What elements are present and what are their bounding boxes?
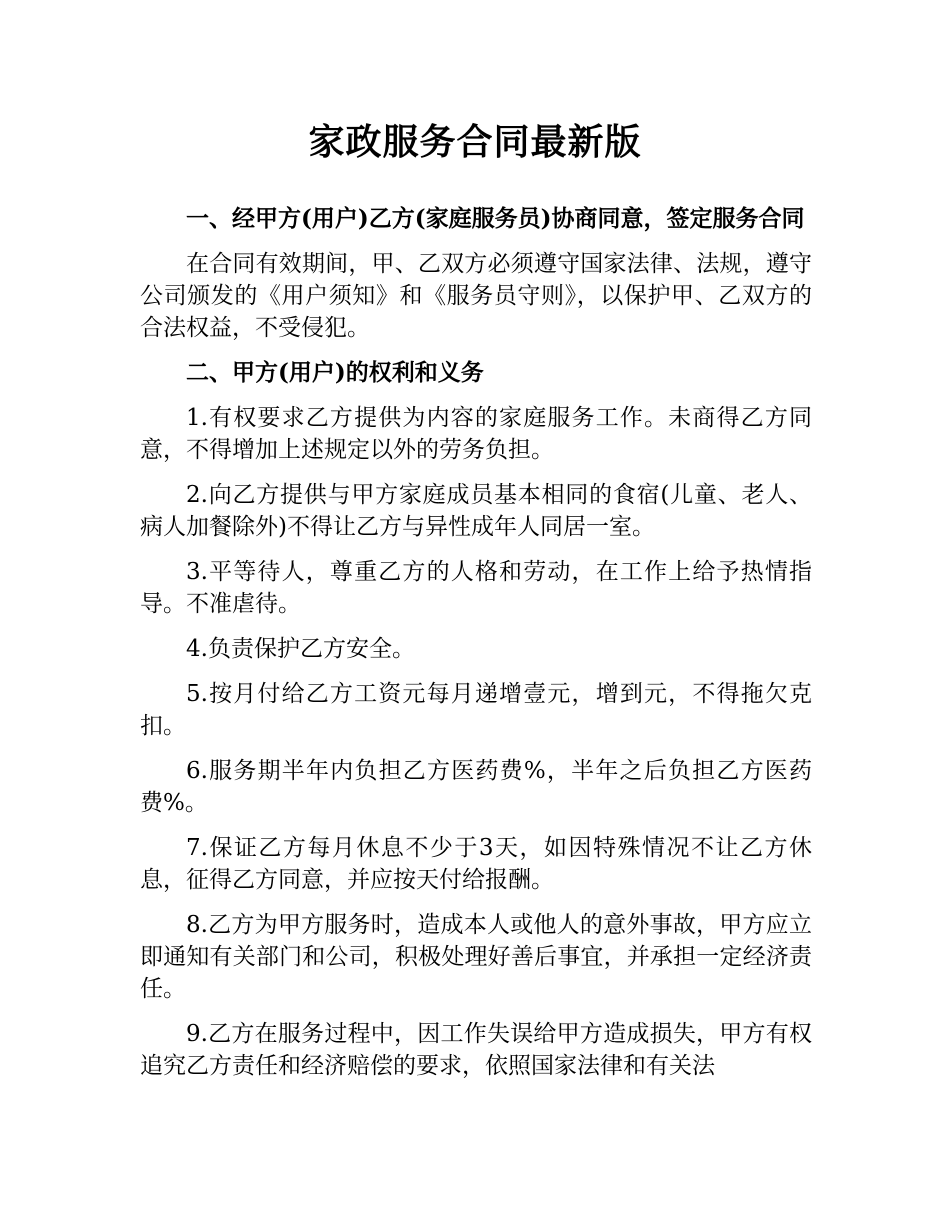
- clause-2: 2.向乙方提供与甲方家庭成员基本相同的食宿(儿童、老人、病人加餐除外)不得让乙方与异性成年人同居一室。: [140, 482, 812, 540]
- clause-7: 7.保证乙方每月休息不少于3天，如因特殊情况不让乙方休息，征得乙方同意，并应按天付给报酬。: [140, 835, 812, 893]
- clause-3: 3.平等待人，尊重乙方的人格和劳动，在工作上给予热情指导。不准虐待。: [140, 559, 812, 617]
- clause-8: 8.乙方为甲方服务时，造成本人或他人的意外事故，甲方应立即通知有关部门和公司，积极处理好善后事宜，并承担一定经济责任。: [140, 912, 812, 1002]
- clause-6: 6.服务期半年内负担乙方医药费%，半年之后负担乙方医药费%。: [140, 758, 812, 816]
- document-body: [140, 203, 812, 1082]
- section-heading-2: 二、甲方(用户)的权利和义务: [186, 359, 484, 386]
- document-title: 家政服务合同最新版: [308, 121, 642, 163]
- clause-1: 1.有权要求乙方提供为内容的家庭服务工作。未商得乙方同意，不得增加上述规定以外的劳务负担。: [140, 405, 812, 463]
- clause-4: 4.负责保护乙方安全。: [186, 636, 415, 662]
- clause-5: 5.按月付给乙方工资元每月递增壹元，增到元，不得拖欠克扣。: [140, 681, 812, 739]
- clause-9: 9.乙方在服务过程中，因工作失误给甲方造成损失，甲方有权追究乙方责任和经济赔偿的要求，依照国家法律和有关法: [140, 1021, 812, 1079]
- paragraph-intro: 在合同有效期间，甲、乙双方必须遵守国家法律、法规，遵守公司颁发的《用户须知》和《服务员守则》，以保护甲、乙双方的合法权益，不受侵犯。: [140, 251, 812, 341]
- section-heading-1: 一、经甲方(用户)乙方(家庭服务员)协商同意，签定服务合同: [186, 205, 805, 232]
